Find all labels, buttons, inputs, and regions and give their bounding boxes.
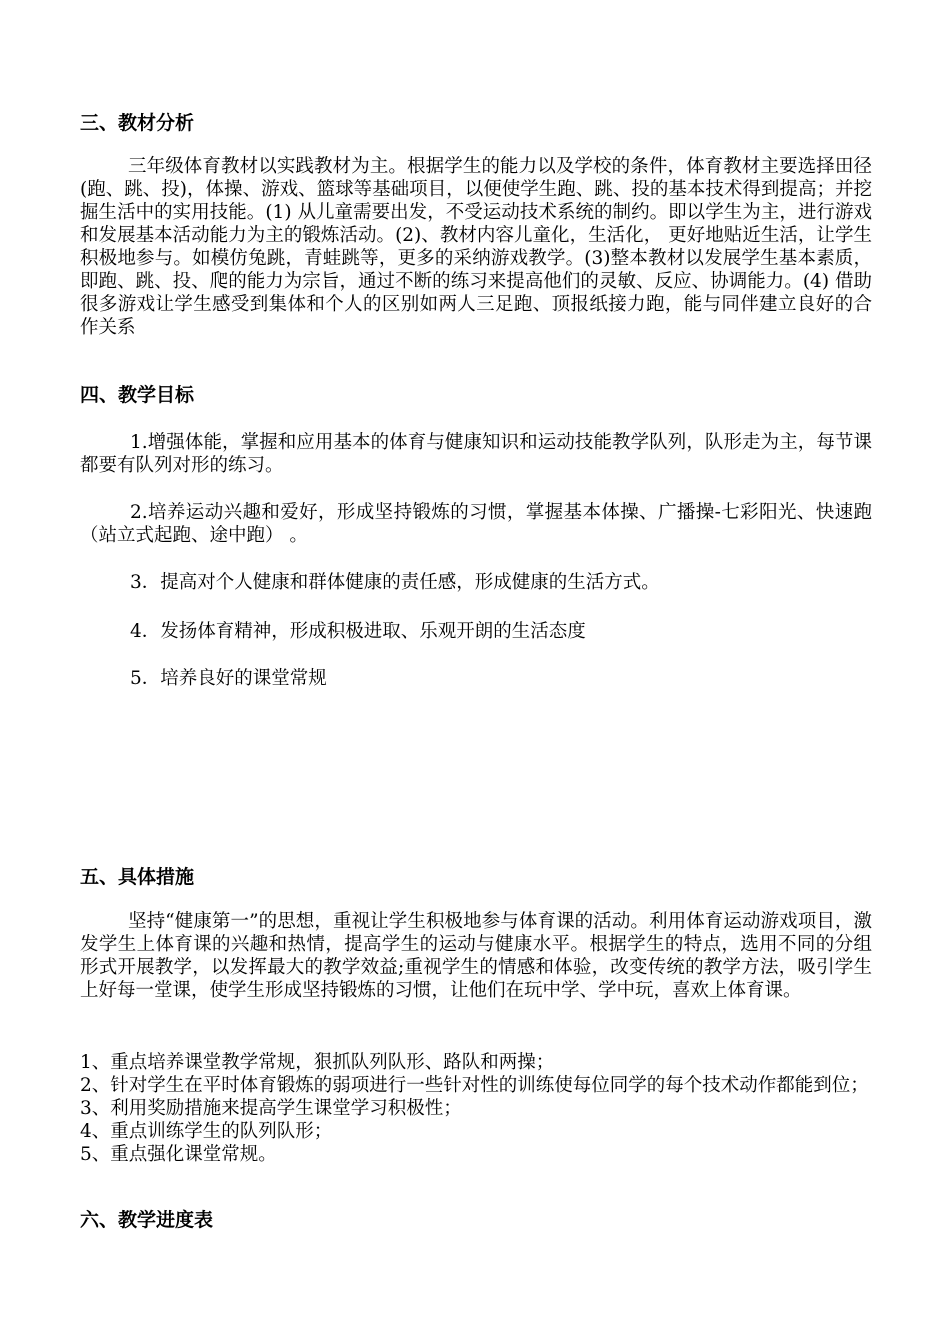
goal-item-4: 4．发扬体育精神，形成积极进取、乐观开朗的生活态度 bbox=[130, 621, 586, 642]
section-6-heading: 六、教学进度表 bbox=[80, 1209, 214, 1231]
measure-item: 3、利用奖励措施来提高学生课堂学习积极性； bbox=[80, 1098, 462, 1119]
goal-item-1: 1.增强体能，掌握和应用基本的体育与健康知识和运动技能教学队列，队形走为主，每节课都要有队列对形的练习。 bbox=[80, 432, 872, 476]
measure-item: 1、重点培养课堂教学常规，狠抓队列队形、路队和两操； bbox=[80, 1052, 555, 1073]
goal-item-3: 3．提高对个人健康和群体健康的责任感，形成健康的生活方式。 bbox=[130, 572, 660, 593]
section-5-heading: 五、具体措施 bbox=[80, 866, 195, 888]
measure-item: 5、重点强化课堂常规。 bbox=[80, 1144, 277, 1165]
goal-item-5: 5．培养良好的课堂常规 bbox=[130, 668, 327, 689]
measures-list bbox=[80, 1051, 872, 1166]
measure-item: 4、重点训练学生的队列队形； bbox=[80, 1121, 333, 1142]
section-3-paragraph: 三年级体育教材以实践教材为主。根据学生的能力以及学校的条件，体育教材主要选择田径(跑、跳、投)，体操、游戏、篮球等基础项目，以便使学生跑、跳、投的基本技术得到提高；并挖掘生活中的实用技能。(1) 从儿童需要出发，不受运动技术系统的制约。即以学生为主，进行游戏和发展基本活动能力为主的锻炼活动。(2)、教材内容儿童化，生活化， 更好地贴近生活，让学生积极地参与。如模仿兔跳，青蛙跳等，更多的采纳游戏教学。(3)整本教材以发展学生基本素质，即跑、跳、投、爬的能力为宗旨，通过不断的练习来提高他们的灵敏、反应、协调能力。(4) 借助很多游戏让学生感受到集体和个人的区别如两人三足跑、顶报纸接力跑，能与同伴建立良好的合作关系 bbox=[80, 156, 872, 338]
section-5-paragraph: 坚持“健康第一”的思想，重视让学生积极地参与体育课的活动。利用体育运动游戏项目，激发学生上体育课的兴趣和热情，提高学生的运动与健康水平。根据学生的特点，选用不同的分组形式开展教学，以发挥最大的教学效益;重视学生的情感和体验，改变传统的教学方法，吸引学生上好每一堂课，使学生形成坚持锻炼的习惯，让他们在玩中学、学中玩，喜欢上体育课。 bbox=[80, 911, 872, 1001]
measure-item: 2、针对学生在平时体育锻炼的弱项进行一些针对性的训练使每位同学的每个技术动作都能到位； bbox=[80, 1075, 869, 1096]
goal-item-2: 2.培养运动兴趣和爱好，形成坚持锻炼的习惯，掌握基本体操、广播操-七彩阳光、快速跑（站立式起跑、途中跑） 。 bbox=[80, 502, 872, 546]
section-3-heading: 三、教材分析 bbox=[80, 112, 195, 134]
section-4-heading: 四、教学目标 bbox=[80, 384, 195, 406]
